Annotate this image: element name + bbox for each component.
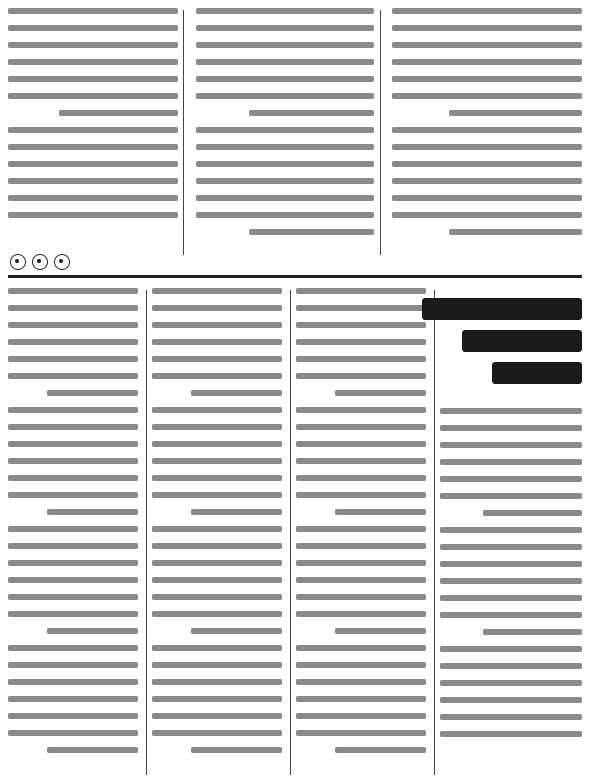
top-column-middle (196, 8, 374, 246)
text-line (449, 110, 582, 116)
star-ornament-icon (54, 254, 70, 270)
text-line (8, 611, 138, 617)
text-line (8, 407, 138, 413)
text-line (8, 178, 178, 184)
article-column-3 (296, 288, 426, 764)
text-line (59, 110, 178, 116)
text-line (152, 322, 282, 328)
article-column-1 (8, 288, 138, 764)
text-line (152, 373, 282, 379)
text-line (8, 161, 178, 167)
column-separator (380, 10, 381, 255)
text-line (296, 305, 426, 311)
text-line (191, 747, 282, 753)
text-line (296, 611, 426, 617)
text-line (8, 76, 178, 82)
text-line (196, 195, 374, 201)
text-line (196, 76, 374, 82)
column-separator (146, 290, 147, 775)
headline-line (492, 362, 582, 384)
text-line (296, 424, 426, 430)
headline-line (462, 330, 582, 352)
text-line (152, 475, 282, 481)
article-column-2 (152, 288, 282, 764)
article-column-4 (440, 408, 582, 748)
text-line (296, 696, 426, 702)
text-line (296, 560, 426, 566)
text-line (440, 680, 582, 686)
text-line (296, 730, 426, 736)
text-line (440, 646, 582, 652)
text-line (47, 509, 138, 515)
text-line (296, 339, 426, 345)
text-line (296, 645, 426, 651)
text-line (8, 475, 138, 481)
text-line (8, 577, 138, 583)
text-line (8, 526, 138, 532)
text-line (152, 458, 282, 464)
text-line (392, 161, 582, 167)
text-line (152, 577, 282, 583)
text-line (152, 339, 282, 345)
text-line (8, 144, 178, 150)
text-line (8, 59, 178, 65)
text-line (152, 543, 282, 549)
text-line (296, 713, 426, 719)
text-line (392, 8, 582, 14)
text-line (440, 493, 582, 499)
text-line (47, 390, 138, 396)
text-line (392, 212, 582, 218)
text-line (296, 594, 426, 600)
text-line (440, 425, 582, 431)
text-line (152, 424, 282, 430)
text-line (8, 594, 138, 600)
text-line (440, 476, 582, 482)
top-text-block (8, 8, 582, 258)
text-line (8, 25, 178, 31)
text-line (8, 424, 138, 430)
text-line (196, 212, 374, 218)
text-line (249, 110, 374, 116)
text-line (8, 127, 178, 133)
text-line (152, 441, 282, 447)
text-line (8, 713, 138, 719)
text-line (296, 492, 426, 498)
text-line (196, 161, 374, 167)
text-line (196, 42, 374, 48)
text-line (152, 288, 282, 294)
text-line (152, 594, 282, 600)
text-line (8, 356, 138, 362)
text-line (440, 595, 582, 601)
star-ornament-icon (10, 254, 26, 270)
text-line (47, 747, 138, 753)
text-line (449, 229, 582, 235)
top-column-right (392, 8, 582, 246)
text-line (440, 408, 582, 414)
text-line (296, 679, 426, 685)
text-line (296, 543, 426, 549)
text-line (8, 543, 138, 549)
text-line (8, 730, 138, 736)
text-line (196, 127, 374, 133)
text-line (152, 526, 282, 532)
text-line (8, 288, 138, 294)
text-line (440, 544, 582, 550)
text-line (8, 8, 178, 14)
text-line (296, 458, 426, 464)
text-line (440, 442, 582, 448)
text-line (152, 407, 282, 413)
text-line (392, 59, 582, 65)
text-line (191, 390, 282, 396)
text-line (152, 730, 282, 736)
text-line (8, 679, 138, 685)
text-line (8, 93, 178, 99)
text-line (440, 731, 582, 737)
text-line (335, 747, 426, 753)
text-line (335, 628, 426, 634)
column-separator (183, 10, 184, 255)
text-line (8, 492, 138, 498)
text-line (152, 560, 282, 566)
text-line (8, 339, 138, 345)
text-line (152, 713, 282, 719)
text-line (296, 526, 426, 532)
text-line (152, 305, 282, 311)
text-line (392, 93, 582, 99)
text-line (392, 76, 582, 82)
text-line (8, 441, 138, 447)
text-line (249, 229, 374, 235)
text-line (8, 662, 138, 668)
text-line (8, 373, 138, 379)
text-line (8, 458, 138, 464)
text-line (8, 212, 178, 218)
text-line (296, 441, 426, 447)
text-line (8, 305, 138, 311)
star-ornament-icon (32, 254, 48, 270)
text-line (191, 628, 282, 634)
text-line (296, 322, 426, 328)
text-line (196, 25, 374, 31)
text-line (8, 42, 178, 48)
text-line (392, 127, 582, 133)
text-line (152, 696, 282, 702)
text-line (392, 144, 582, 150)
text-line (8, 322, 138, 328)
headline-line (422, 298, 582, 320)
text-line (296, 356, 426, 362)
text-line (8, 560, 138, 566)
text-line (335, 509, 426, 515)
text-line (152, 662, 282, 668)
text-line (296, 407, 426, 413)
text-line (152, 679, 282, 685)
text-line (191, 509, 282, 515)
text-line (392, 195, 582, 201)
text-line (440, 612, 582, 618)
text-line (152, 492, 282, 498)
text-line (440, 459, 582, 465)
text-line (483, 510, 582, 516)
text-line (483, 629, 582, 635)
text-line (196, 144, 374, 150)
text-line (47, 628, 138, 634)
text-line (296, 577, 426, 583)
text-line (296, 662, 426, 668)
text-line (296, 373, 426, 379)
text-line (440, 561, 582, 567)
text-line (440, 663, 582, 669)
text-line (152, 611, 282, 617)
section-divider (8, 275, 582, 278)
text-line (392, 42, 582, 48)
text-line (440, 578, 582, 584)
text-line (152, 356, 282, 362)
text-line (8, 195, 178, 201)
text-line (392, 178, 582, 184)
text-line (392, 25, 582, 31)
text-line (8, 645, 138, 651)
text-line (8, 696, 138, 702)
text-line (196, 93, 374, 99)
top-column-left (8, 8, 178, 229)
text-line (440, 714, 582, 720)
text-line (440, 527, 582, 533)
text-line (440, 697, 582, 703)
text-line (196, 8, 374, 14)
text-line (196, 59, 374, 65)
column-separator (290, 290, 291, 775)
article-headline (412, 288, 582, 398)
text-line (152, 645, 282, 651)
text-line (296, 475, 426, 481)
star-ornaments (10, 254, 170, 268)
text-line (196, 178, 374, 184)
text-line (296, 288, 426, 294)
